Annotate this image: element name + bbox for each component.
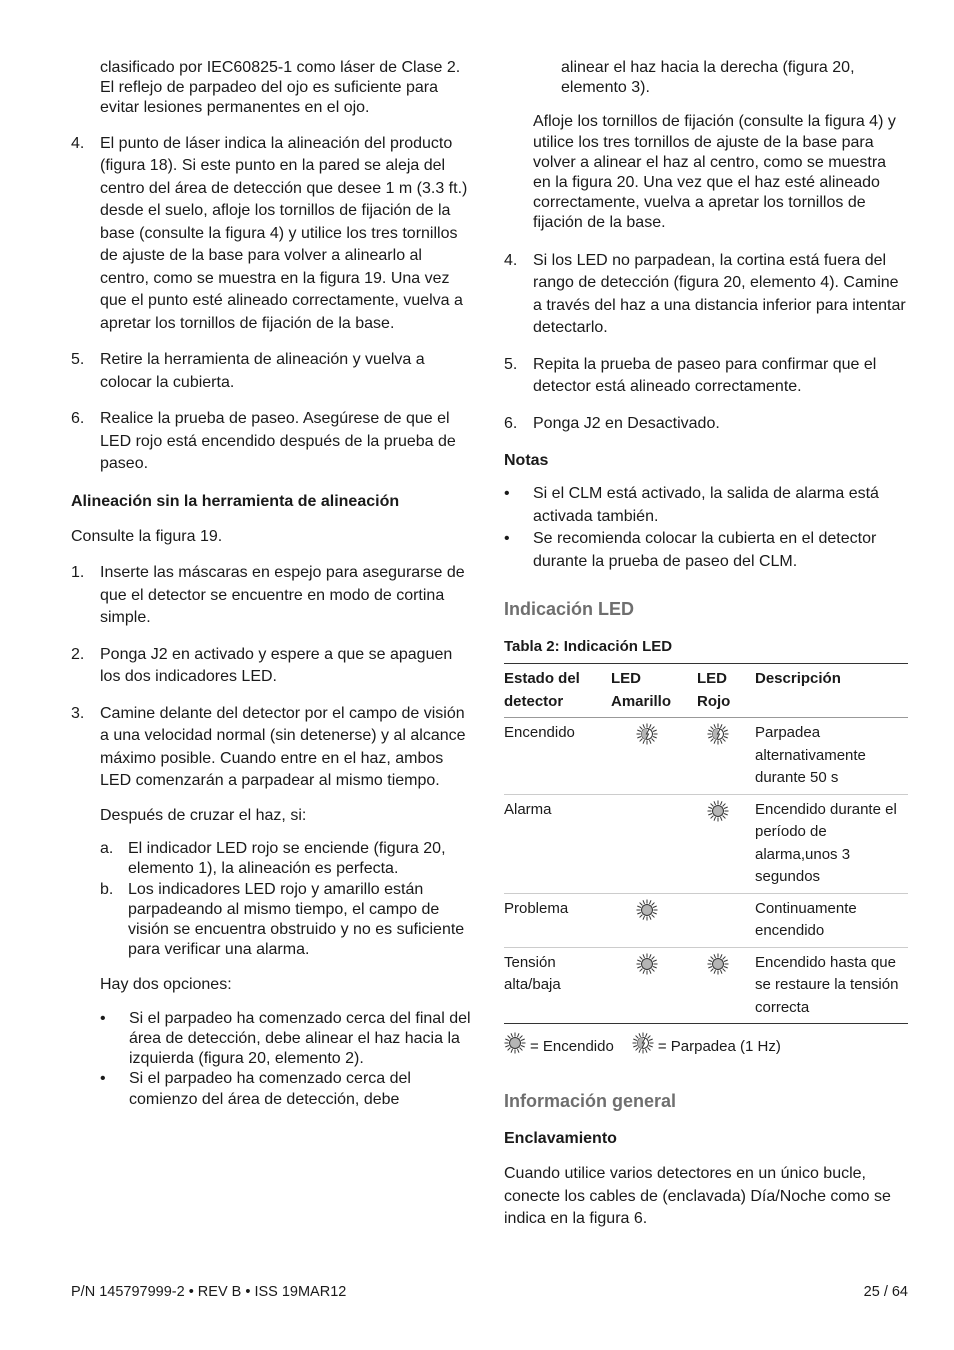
- step-text: Repita la prueba de paseo para confirmar que el detector está alineado correctamente.: [533, 355, 877, 396]
- step-number: 5.: [71, 351, 85, 369]
- list-item: [504, 250, 908, 340]
- step-text: Ponga J2 en activado y espere a que se apaguen los dos indicadores LED.: [100, 645, 453, 686]
- header-led-amarillo: LED Amarillo: [611, 664, 697, 718]
- table-header-row: [504, 664, 908, 718]
- table-row: [504, 947, 908, 1024]
- sub-item-letter: a.: [100, 840, 114, 858]
- led-indication-table: [504, 663, 908, 1024]
- step-number: 1.: [71, 564, 85, 582]
- alignment-without-tool-heading: Alineación sin la herramienta de alineación: [71, 492, 400, 510]
- led-on-icon: [636, 953, 658, 983]
- led-on-icon: [707, 800, 729, 830]
- two-options-text: Hay dos opciones:: [100, 976, 232, 994]
- notes-heading: Notas: [504, 452, 549, 470]
- sub-item-letter: b.: [100, 880, 114, 898]
- bullet-text: Si el CLM está activado, la salida de alarma está activada también.: [533, 485, 879, 525]
- cell-led-amarillo: [611, 893, 697, 947]
- list-item: [100, 1009, 473, 1070]
- table-row: [504, 794, 908, 893]
- cell-descripcion: Continuamente encendido: [755, 893, 908, 947]
- cell-estado: Alarma: [504, 794, 611, 893]
- right-column: [504, 58, 908, 1231]
- table-row: [504, 718, 908, 795]
- notes-list: [504, 483, 908, 573]
- step-text: Realice la prueba de paseo. Asegúrese de que el LED rojo está encendido después de la prueba de paseo.: [100, 410, 456, 473]
- list-item: [100, 1069, 473, 1109]
- step-number: 3.: [71, 704, 85, 722]
- cell-descripcion: Encendido durante el período de alarma,unos 3 segundos: [755, 794, 908, 893]
- list-item: [100, 839, 473, 879]
- continuation-text: alinear el haz hacia la derecha (figura 20, elemento 3).: [561, 59, 855, 97]
- alignment-steps-no-tool-list: [71, 562, 473, 793]
- list-item: [71, 349, 473, 394]
- step-number: 2.: [71, 645, 85, 663]
- list-item: [504, 413, 908, 436]
- options-list: [71, 1009, 473, 1110]
- bullet-text: Si el parpadeo ha comenzado cerca del final del área de detección, debe alinear el haz hacia la izquierda (figura 20, elemento 2).: [129, 1009, 471, 1068]
- led-flash-icon: [636, 723, 658, 753]
- bullet-marker: •: [504, 485, 510, 503]
- cell-led-amarillo: [611, 718, 697, 795]
- general-information-title: Información general: [504, 1091, 677, 1112]
- latching-heading: Enclavamiento: [504, 1130, 617, 1148]
- cell-led-rojo: [697, 893, 755, 947]
- laser-class-paragraph: clasificado por IEC60825-1 como láser de Clase 2. El reflejo de parpadeo del ojo es suficiente para evitar lesiones permanentes en el ojo.: [100, 59, 461, 117]
- step-text: Inserte las máscaras en espejo para asegurarse de que el detector se encuentre en modo de cortina simple.: [100, 564, 465, 627]
- result-sub-list: [71, 839, 473, 960]
- alignment-steps-list: [71, 133, 473, 476]
- step-number: 5.: [504, 355, 518, 373]
- bullet-marker: •: [100, 1009, 106, 1027]
- table-caption: Tabla 2: Indicación LED: [504, 638, 673, 656]
- table-row: [504, 893, 908, 947]
- bullet-marker: •: [100, 1070, 106, 1088]
- led-indication-title: Indicación LED: [504, 599, 635, 620]
- footer-part-number: P/N 145797999-2 • REV B • ISS 19MAR12: [71, 1284, 347, 1300]
- list-item: [71, 644, 473, 689]
- after-crossing-text: Después de cruzar el haz, si:: [100, 806, 307, 824]
- step-text: Ponga J2 en Desactivado.: [533, 414, 720, 432]
- header-led-rojo: LED Rojo: [697, 664, 755, 718]
- step-number: 6.: [71, 410, 85, 428]
- footer-page-number: 25 / 64: [863, 1284, 908, 1300]
- list-item: [504, 528, 908, 573]
- led-flash-icon: [632, 1032, 654, 1061]
- latching-paragraph: Cuando utilice varios detectores en un único bucle, conecte los cables de (enclavada) Día/Noche como se indica en la figura 6.: [504, 1165, 891, 1228]
- cell-estado: Problema: [504, 893, 611, 947]
- cell-led-rojo: [697, 718, 755, 795]
- led-flash-icon: [707, 723, 729, 753]
- cell-led-amarillo: [611, 947, 697, 1024]
- sub-item-text: El indicador LED rojo se enciende (figura 20, elemento 1), la alineación es perfecta.: [128, 840, 446, 878]
- list-item: [504, 483, 908, 528]
- step-number: 4.: [71, 134, 85, 152]
- right-steps-list: [504, 250, 908, 436]
- cell-descripcion: Encendido hasta que se restaure la tensión correcta: [755, 947, 908, 1024]
- cell-estado: Encendido: [504, 718, 611, 795]
- step-text: Camine delante del detector por el campo de visión a una velocidad normal (sin detenerse) y al alcance máximo posible. Cuando entre en el haz, ambos LED comenzarán a parpadear al mismo tiempo.: [100, 704, 466, 790]
- left-column: [71, 58, 473, 1110]
- list-item: [71, 703, 473, 793]
- header-descripcion: Descripción: [755, 664, 908, 718]
- step-text: El punto de láser indica la alineación del producto (figura 18). Si este punto en la pared se aleja del centro del área de detección que desee 1 m (3.3 ft.) desde el suelo, afloje los tornillos de fijación de la base (consulte la figura 4) y utilice los tres tornillos de ajuste de la base para volver a alinearlo al centro, como se muestra en la figura 19. Una vez que el punto esté alineado correctamente, vuelva a apretar los tornillos de fijación de la base.: [100, 134, 468, 332]
- bullet-marker: •: [504, 530, 510, 548]
- legend-on-label: = Encendido: [530, 1037, 614, 1055]
- led-on-icon: [636, 899, 658, 929]
- header-estado: Estado del detector: [504, 664, 611, 718]
- legend-flash-label: = Parpadea (1 Hz): [657, 1037, 781, 1055]
- step-number: 6.: [504, 414, 518, 432]
- list-item: [71, 408, 473, 476]
- icon-legend: [504, 1032, 908, 1061]
- step-text: Retire la herramienta de alineación y vuelva a colocar la cubierta.: [100, 351, 425, 391]
- list-item: [71, 562, 473, 630]
- step-text: Si los LED no parpadean, la cortina está fuera del rango de detección (figura 20, elemento 4). Camine a través del haz a una distancia inferior para intentar detectarlo.: [533, 251, 906, 337]
- step-number: 4.: [504, 251, 518, 269]
- led-on-icon: [707, 953, 729, 983]
- cell-led-rojo: [697, 794, 755, 893]
- cell-estado: Tensión alta/baja: [504, 947, 611, 1024]
- cell-led-rojo: [697, 947, 755, 1024]
- sub-item-text: Los indicadores LED rojo y amarillo están parpadeando al mismo tiempo, el campo de visión se encuentra obstruido y no es suficiente para verificar una alarma.: [128, 880, 465, 959]
- led-on-icon: [504, 1032, 526, 1061]
- loosen-screws-paragraph: Afloje los tornillos de fijación (consulte la figura 4) y utilice los tres tornillos de ajuste de la base para volver a alinear el haz al centro, como se muestra en la figura 20. Una vez que el haz esté alineado correctamente, vuelva a apretar los tornillos de fijación de la base.: [533, 113, 896, 232]
- bullet-text: Se recomienda colocar la cubierta en el detector durante la prueba de paseo del CLM.: [533, 530, 877, 570]
- consult-figure-text: Consulte la figura 19.: [71, 527, 223, 545]
- list-item: [100, 880, 473, 961]
- cell-led-amarillo: [611, 794, 697, 893]
- cell-descripcion: Parpadea alternativamente durante 50 s: [755, 718, 908, 795]
- list-item: [504, 354, 908, 399]
- list-item: [71, 133, 473, 336]
- bullet-text: Si el parpadeo ha comenzado cerca del comienzo del área de detección, debe: [129, 1070, 411, 1108]
